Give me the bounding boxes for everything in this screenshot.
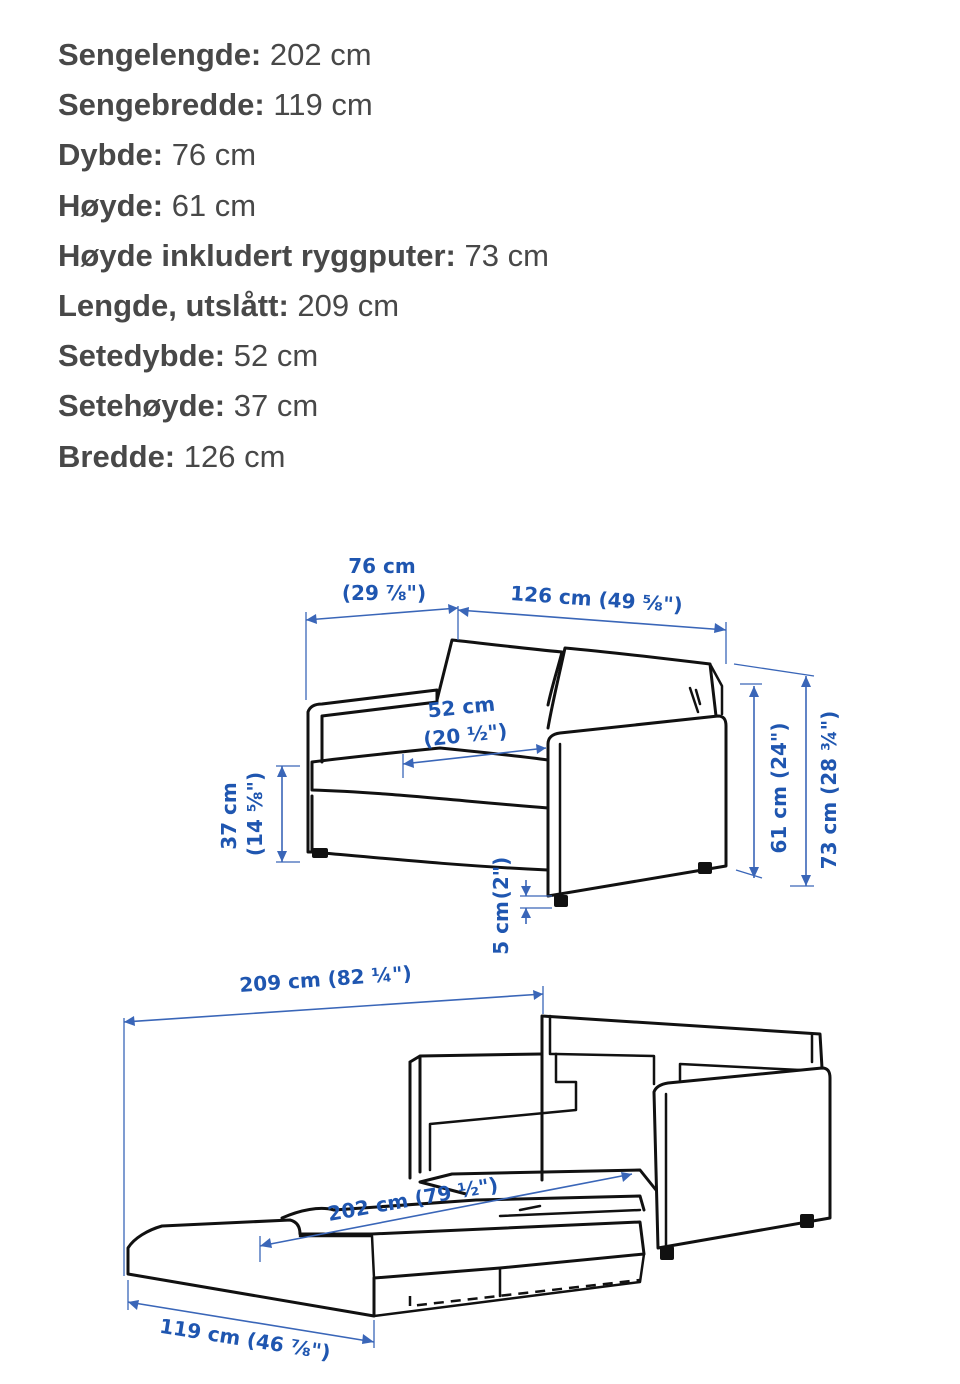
sofabed-leg — [800, 1214, 814, 1228]
dim-height-label: 61 cm (24") — [767, 722, 791, 854]
spec-value: 37 cm — [225, 388, 319, 424]
back-panel — [542, 1016, 822, 1180]
spec-label: Høyde: — [58, 187, 164, 223]
spec-label: Sengelengde: — [58, 37, 262, 72]
spec-label: Høyde inkludert ryggputer: — [58, 237, 456, 273]
dim-length-unfolded-label: 209 cm (82 ¼") — [238, 961, 413, 998]
spec-label: Setedybde: — [58, 338, 226, 374]
spec-value: 61 cm — [163, 187, 257, 223]
sofa-leg — [312, 848, 328, 858]
left-arm — [308, 690, 437, 852]
seat-cushion — [312, 748, 548, 808]
spec-value: 73 cm — [455, 237, 549, 273]
spec-value: 202 cm — [261, 37, 372, 72]
spec-value: 209 cm — [288, 288, 400, 324]
spec-value: 119 cm — [264, 87, 373, 123]
spec-label: Lengde, utslått: — [58, 288, 289, 324]
spec-value: 126 cm — [175, 438, 286, 474]
spec-label: Dybde: — [58, 137, 164, 173]
dim-height-cushions-label: 73 cm (28 ¾") — [817, 710, 841, 870]
dim-leg-height-cm: 5 cm — [489, 901, 513, 955]
bed-frame-hidden-edge — [410, 1280, 640, 1306]
sofa-leg — [698, 862, 712, 874]
spec-value: 52 cm — [225, 338, 319, 374]
dim-seat-depth-in: (20 ½") — [422, 718, 509, 752]
sofabed-leg — [660, 1246, 674, 1260]
dim-leg-height — [489, 857, 552, 955]
spec-value: 76 cm — [163, 137, 257, 173]
dim-bed-width-label: 119 cm (46 ⅞") — [157, 1313, 333, 1365]
mattress-front-section — [128, 1220, 644, 1316]
dim-depth-cm: 76 cm — [348, 554, 416, 578]
dim-width-label: 126 cm (49 ⅝") — [509, 581, 684, 618]
dim-bed-length-label: 202 cm (79 ½") — [325, 1172, 500, 1226]
dim-seat-height — [217, 766, 300, 862]
dim-depth-in: (29 ⅞") — [341, 581, 427, 605]
spec-label: Setehøyde: — [58, 388, 226, 424]
sofabed-illustration — [128, 1016, 830, 1316]
dim-depth — [306, 554, 458, 700]
dim-height — [736, 684, 791, 878]
spec-label: Bredde: — [58, 438, 176, 474]
dim-seat-depth-cm: 52 cm — [426, 691, 497, 723]
dim-seat-height-cm: 37 cm — [217, 782, 241, 850]
dim-leg-height-in: (2") — [489, 856, 513, 900]
dim-bed-width — [128, 1280, 374, 1364]
sofa-leg — [554, 895, 568, 907]
spec-label: Sengebredde: — [58, 87, 265, 123]
sofa-illustration — [308, 640, 726, 907]
dim-seat-height-in: (14 ⅝") — [243, 771, 267, 857]
dim-bed-length — [260, 1172, 632, 1262]
